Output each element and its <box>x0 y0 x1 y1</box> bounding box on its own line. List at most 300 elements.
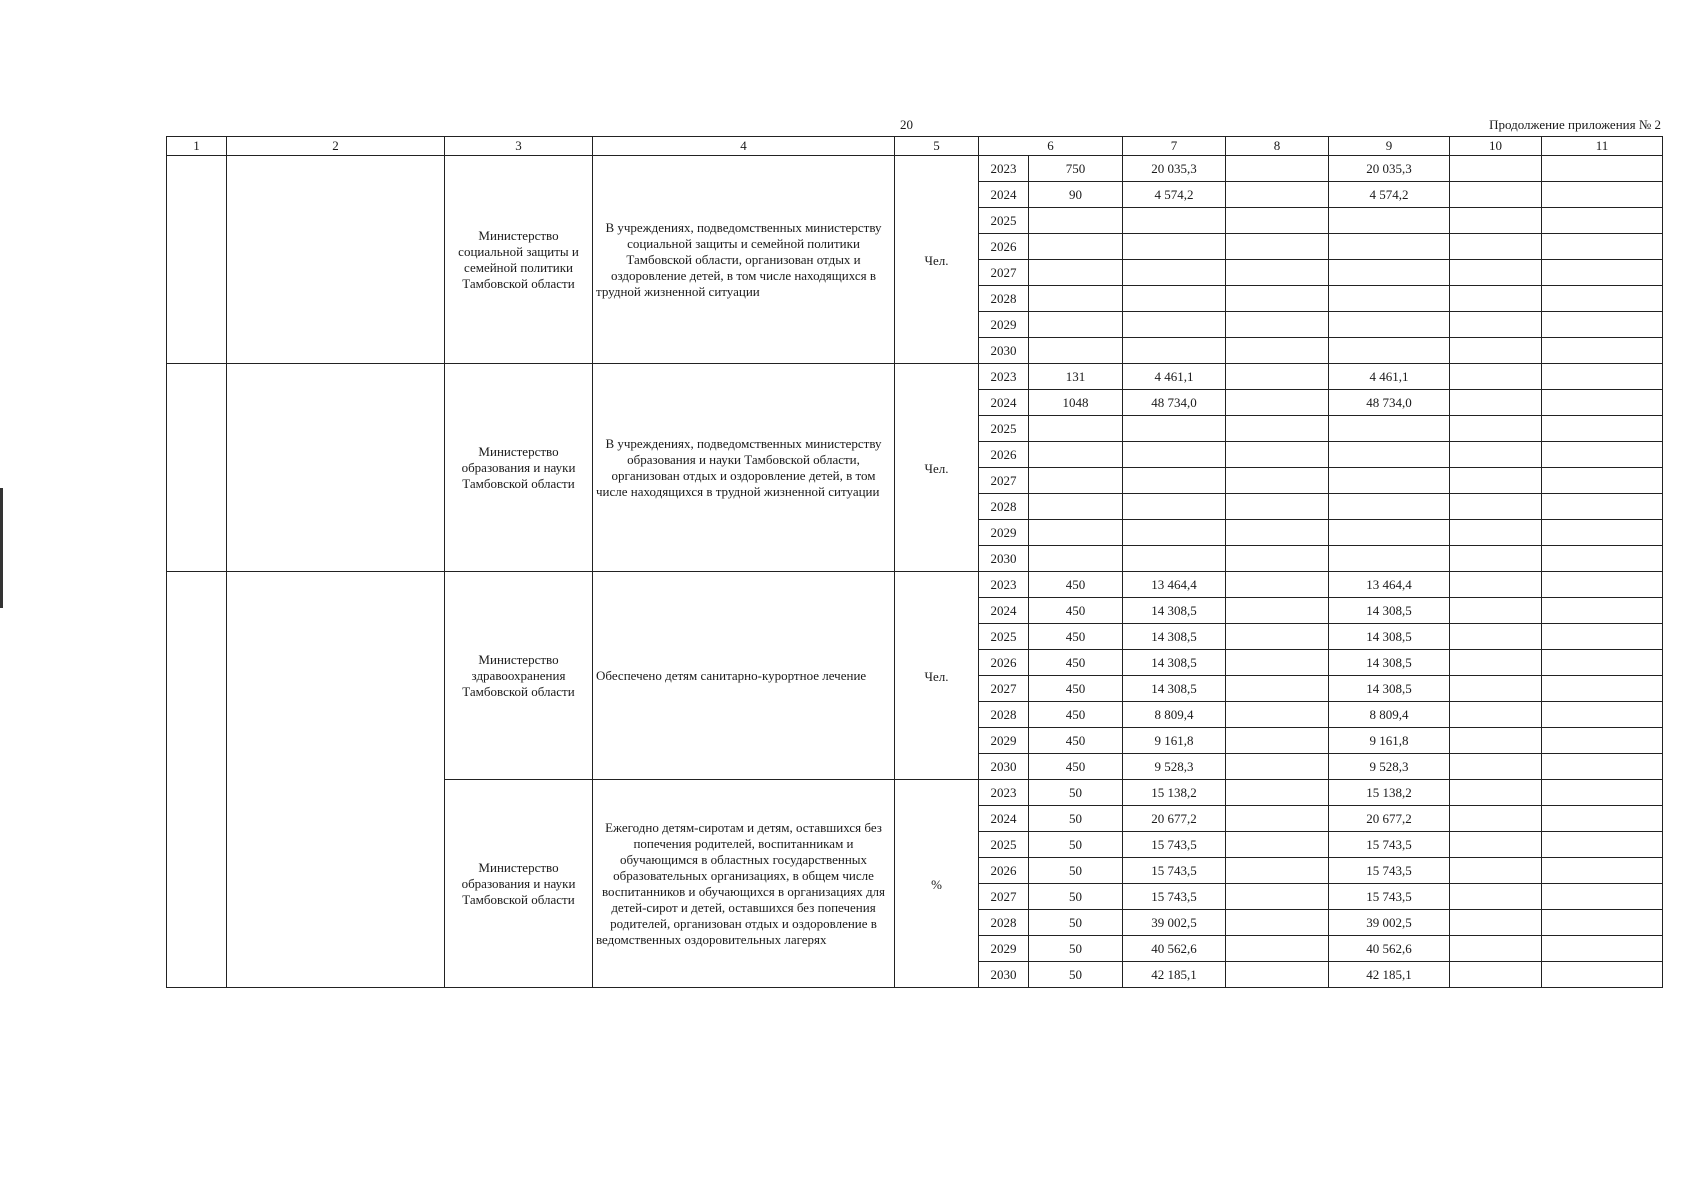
col11-cell <box>1542 962 1663 988</box>
regional-budget-cell <box>1329 520 1450 546</box>
col8-cell <box>1226 520 1329 546</box>
col8-cell <box>1226 182 1329 208</box>
col11-cell <box>1542 468 1663 494</box>
indicator-value-cell: 50 <box>1029 910 1123 936</box>
col11-cell <box>1542 546 1663 572</box>
total-funding-value: 15 743,5 <box>1151 888 1197 904</box>
year-cell: 2030 <box>979 546 1029 572</box>
indicator-value-cell: 450 <box>1029 650 1123 676</box>
year-cell: 2030 <box>979 754 1029 780</box>
table-row <box>167 364 1663 390</box>
col11-cell <box>1542 832 1663 858</box>
col8-cell <box>1226 364 1329 390</box>
year-cell: 2026 <box>979 650 1029 676</box>
col8-cell <box>1226 286 1329 312</box>
total-funding-value: 15 138,2 <box>1151 784 1197 800</box>
col11-cell <box>1542 286 1663 312</box>
total-funding-value: 14 308,5 <box>1151 680 1197 696</box>
total-funding-cell <box>1123 364 1226 390</box>
regional-budget-cell <box>1329 442 1450 468</box>
col11-cell <box>1542 858 1663 884</box>
col11-cell <box>1542 624 1663 650</box>
year-cell: 2030 <box>979 338 1029 364</box>
page-number: 20 <box>900 117 913 132</box>
regional-budget-cell <box>1329 962 1450 988</box>
col10-cell <box>1450 858 1542 884</box>
col10-cell <box>1450 468 1542 494</box>
col8-cell <box>1226 806 1329 832</box>
total-funding-cell <box>1123 728 1226 754</box>
col8-cell <box>1226 390 1329 416</box>
column-number-row <box>167 137 1663 156</box>
col11-cell <box>1542 702 1663 728</box>
year-cell: 2029 <box>979 312 1029 338</box>
total-funding-cell <box>1123 806 1226 832</box>
col8-cell <box>1226 624 1329 650</box>
year-cell: 2030 <box>979 962 1029 988</box>
regional-budget-cell <box>1329 702 1450 728</box>
col11-cell <box>1542 416 1663 442</box>
regional-budget-value: 15 743,5 <box>1366 888 1412 904</box>
regional-budget-cell <box>1329 858 1450 884</box>
year-cell: 2024 <box>979 390 1029 416</box>
total-funding-value: 9 161,8 <box>1154 732 1194 748</box>
col8-cell <box>1226 936 1329 962</box>
regional-budget-value: 13 464,4 <box>1366 576 1412 592</box>
total-funding-value: 15 743,5 <box>1151 836 1197 852</box>
col11-cell <box>1542 182 1663 208</box>
total-funding-cell <box>1123 650 1226 676</box>
unit-cell: Чел. <box>895 572 979 780</box>
total-funding-value: 9 528,3 <box>1154 758 1194 774</box>
indicator-value-cell <box>1029 416 1123 442</box>
regional-budget-cell <box>1329 728 1450 754</box>
col8-cell <box>1226 676 1329 702</box>
col10-cell <box>1450 364 1542 390</box>
column-header: 8 <box>1226 137 1329 156</box>
regional-budget-cell <box>1329 390 1450 416</box>
col8-cell <box>1226 494 1329 520</box>
total-funding-value: 15 743,5 <box>1151 862 1197 878</box>
indicator-value-cell: 450 <box>1029 624 1123 650</box>
regional-budget-value: 15 138,2 <box>1366 784 1412 800</box>
col10-cell <box>1450 390 1542 416</box>
description-cell: В учреждениях, подведомственных министерству социальной защиты и семейной политики Тамбовской области, организован отдых и оздоровление детей, в том числе находящихся в трудной жизненной ситуации <box>593 156 895 364</box>
regional-budget-cell <box>1329 156 1450 182</box>
total-funding-value: 8 809,4 <box>1154 706 1194 722</box>
col2-cell <box>227 156 445 364</box>
total-funding-cell <box>1123 676 1226 702</box>
col8-cell <box>1226 884 1329 910</box>
col11-cell <box>1542 156 1663 182</box>
col8-cell <box>1226 650 1329 676</box>
col10-cell <box>1450 624 1542 650</box>
col10-cell <box>1450 338 1542 364</box>
column-header: 3 <box>445 137 593 156</box>
column-header: 7 <box>1123 137 1226 156</box>
regional-budget-cell <box>1329 286 1450 312</box>
total-funding-value: 4 574,2 <box>1154 186 1194 202</box>
col11-cell <box>1542 364 1663 390</box>
col8-cell <box>1226 598 1329 624</box>
col8-cell <box>1226 442 1329 468</box>
total-funding-value: 42 185,1 <box>1151 966 1197 982</box>
indicator-value-cell <box>1029 546 1123 572</box>
col8-cell <box>1226 260 1329 286</box>
total-funding-cell <box>1123 624 1226 650</box>
col10-cell <box>1450 208 1542 234</box>
col10-cell <box>1450 676 1542 702</box>
col10-cell <box>1450 702 1542 728</box>
col1-cell <box>167 156 227 364</box>
year-cell: 2023 <box>979 572 1029 598</box>
col11-cell <box>1542 598 1663 624</box>
total-funding-cell <box>1123 312 1226 338</box>
regional-budget-value: 8 809,4 <box>1369 706 1409 722</box>
regional-budget-cell <box>1329 936 1450 962</box>
regional-budget-value: 20 035,3 <box>1366 160 1412 176</box>
indicator-value-cell <box>1029 208 1123 234</box>
col10-cell <box>1450 754 1542 780</box>
col11-cell <box>1542 338 1663 364</box>
col10-cell <box>1450 806 1542 832</box>
indicator-value-cell: 450 <box>1029 572 1123 598</box>
indicator-value-cell: 50 <box>1029 832 1123 858</box>
total-funding-cell <box>1123 468 1226 494</box>
column-header: 6 <box>979 137 1123 156</box>
column-header: 11 <box>1542 137 1663 156</box>
indicator-value-cell: 1048 <box>1029 390 1123 416</box>
total-funding-cell <box>1123 208 1226 234</box>
regional-budget-value: 14 308,5 <box>1366 602 1412 618</box>
year-cell: 2025 <box>979 416 1029 442</box>
organization-cell: Министерство образования и науки Тамбовской области <box>445 364 593 572</box>
indicator-value-cell: 750 <box>1029 156 1123 182</box>
regional-budget-cell <box>1329 338 1450 364</box>
col10-cell <box>1450 962 1542 988</box>
table-row <box>167 156 1663 182</box>
year-cell: 2029 <box>979 936 1029 962</box>
regional-budget-cell <box>1329 260 1450 286</box>
regional-budget-cell <box>1329 650 1450 676</box>
col11-cell <box>1542 520 1663 546</box>
col11-cell <box>1542 780 1663 806</box>
column-header: 2 <box>227 137 445 156</box>
total-funding-value: 4 461,1 <box>1154 368 1194 384</box>
col11-cell <box>1542 884 1663 910</box>
total-funding-cell <box>1123 520 1226 546</box>
col8-cell <box>1226 962 1329 988</box>
col11-cell <box>1542 494 1663 520</box>
col8-cell <box>1226 780 1329 806</box>
year-cell: 2026 <box>979 442 1029 468</box>
indicator-value-cell: 450 <box>1029 702 1123 728</box>
regional-budget-value: 40 562,6 <box>1366 940 1412 956</box>
col8-cell <box>1226 858 1329 884</box>
indicator-value-cell <box>1029 494 1123 520</box>
regional-budget-value: 20 677,2 <box>1366 810 1412 826</box>
column-header: 4 <box>593 137 895 156</box>
indicator-value-cell: 50 <box>1029 962 1123 988</box>
total-funding-cell <box>1123 884 1226 910</box>
regional-budget-value: 15 743,5 <box>1366 836 1412 852</box>
total-funding-cell <box>1123 702 1226 728</box>
col2-cell <box>227 572 445 988</box>
regional-budget-cell <box>1329 234 1450 260</box>
col10-cell <box>1450 936 1542 962</box>
year-cell: 2028 <box>979 910 1029 936</box>
total-funding-cell <box>1123 260 1226 286</box>
year-cell: 2027 <box>979 468 1029 494</box>
col11-cell <box>1542 208 1663 234</box>
regional-budget-value: 42 185,1 <box>1366 966 1412 982</box>
col8-cell <box>1226 156 1329 182</box>
indicator-value-cell: 450 <box>1029 676 1123 702</box>
col1-cell <box>167 572 227 988</box>
regional-budget-cell <box>1329 832 1450 858</box>
col10-cell <box>1450 728 1542 754</box>
total-funding-cell <box>1123 858 1226 884</box>
year-cell: 2023 <box>979 156 1029 182</box>
col2-cell <box>227 364 445 572</box>
col11-cell <box>1542 312 1663 338</box>
regional-budget-value: 15 743,5 <box>1366 862 1412 878</box>
col8-cell <box>1226 728 1329 754</box>
col10-cell <box>1450 416 1542 442</box>
year-cell: 2023 <box>979 780 1029 806</box>
regional-budget-cell <box>1329 416 1450 442</box>
year-cell: 2028 <box>979 702 1029 728</box>
col11-cell <box>1542 650 1663 676</box>
regional-budget-cell <box>1329 494 1450 520</box>
regional-budget-cell <box>1329 780 1450 806</box>
total-funding-cell <box>1123 910 1226 936</box>
col10-cell <box>1450 520 1542 546</box>
col10-cell <box>1450 234 1542 260</box>
col11-cell <box>1542 442 1663 468</box>
col8-cell <box>1226 546 1329 572</box>
year-cell: 2029 <box>979 728 1029 754</box>
total-funding-value: 14 308,5 <box>1151 602 1197 618</box>
total-funding-cell <box>1123 416 1226 442</box>
indicator-value-cell: 131 <box>1029 364 1123 390</box>
description-cell: Ежегодно детям-сиротам и детям, оставшихся без попечения родителей, воспитанникам и обучающимся в областных государственных образовательных организациях, в общем числе воспитанников и обучающихся в организациях для детей-сирот и детей, оставшихся без попечения родителей, организован отдых и оздоровление в ведомственных оздоровительных лагерях <box>593 780 895 988</box>
indicator-value-cell <box>1029 234 1123 260</box>
col8-cell <box>1226 416 1329 442</box>
regional-budget-value: 14 308,5 <box>1366 654 1412 670</box>
col8-cell <box>1226 234 1329 260</box>
column-header: 1 <box>167 137 227 156</box>
total-funding-value: 20 677,2 <box>1151 810 1197 826</box>
indicator-value-cell: 450 <box>1029 754 1123 780</box>
col11-cell <box>1542 806 1663 832</box>
col8-cell <box>1226 208 1329 234</box>
total-funding-value: 14 308,5 <box>1151 654 1197 670</box>
year-cell: 2027 <box>979 676 1029 702</box>
scan-edge-mark <box>0 488 3 608</box>
regional-budget-cell <box>1329 676 1450 702</box>
indicator-value-cell: 50 <box>1029 936 1123 962</box>
total-funding-cell <box>1123 962 1226 988</box>
col10-cell <box>1450 312 1542 338</box>
column-header: 9 <box>1329 137 1450 156</box>
total-funding-cell <box>1123 572 1226 598</box>
regional-budget-cell <box>1329 572 1450 598</box>
indicator-value-cell: 90 <box>1029 182 1123 208</box>
year-cell: 2026 <box>979 234 1029 260</box>
total-funding-cell <box>1123 754 1226 780</box>
regional-budget-cell <box>1329 806 1450 832</box>
regional-budget-cell <box>1329 624 1450 650</box>
total-funding-value: 14 308,5 <box>1151 628 1197 644</box>
column-header: 10 <box>1450 137 1542 156</box>
col8-cell <box>1226 702 1329 728</box>
total-funding-cell <box>1123 182 1226 208</box>
table-row <box>167 572 1663 598</box>
year-cell: 2023 <box>979 364 1029 390</box>
year-cell: 2024 <box>979 182 1029 208</box>
total-funding-cell <box>1123 156 1226 182</box>
year-cell: 2028 <box>979 286 1029 312</box>
indicator-value-cell: 450 <box>1029 728 1123 754</box>
year-cell: 2026 <box>979 858 1029 884</box>
indicator-value-cell: 450 <box>1029 598 1123 624</box>
total-funding-value: 20 035,3 <box>1151 160 1197 176</box>
total-funding-cell <box>1123 494 1226 520</box>
total-funding-value: 13 464,4 <box>1151 576 1197 592</box>
regional-budget-cell <box>1329 208 1450 234</box>
total-funding-cell <box>1123 390 1226 416</box>
year-cell: 2029 <box>979 520 1029 546</box>
year-cell: 2024 <box>979 598 1029 624</box>
col11-cell <box>1542 936 1663 962</box>
regional-budget-value: 14 308,5 <box>1366 628 1412 644</box>
year-cell: 2025 <box>979 208 1029 234</box>
col10-cell <box>1450 572 1542 598</box>
total-funding-cell <box>1123 286 1226 312</box>
regional-budget-value: 4 461,1 <box>1369 368 1409 384</box>
col10-cell <box>1450 156 1542 182</box>
table-body <box>167 137 1663 988</box>
total-funding-cell <box>1123 338 1226 364</box>
year-cell: 2025 <box>979 624 1029 650</box>
organization-cell: Министерство образования и науки Тамбовской области <box>445 780 593 988</box>
regional-budget-value: 14 308,5 <box>1366 680 1412 696</box>
col8-cell <box>1226 754 1329 780</box>
regional-budget-cell <box>1329 910 1450 936</box>
indicator-value-cell <box>1029 338 1123 364</box>
regional-budget-cell <box>1329 754 1450 780</box>
total-funding-cell <box>1123 598 1226 624</box>
col10-cell <box>1450 910 1542 936</box>
col8-cell <box>1226 468 1329 494</box>
col11-cell <box>1542 234 1663 260</box>
indicator-value-cell <box>1029 286 1123 312</box>
regional-budget-cell <box>1329 364 1450 390</box>
total-funding-cell <box>1123 442 1226 468</box>
total-funding-value: 40 562,6 <box>1151 940 1197 956</box>
indicator-value-cell: 50 <box>1029 884 1123 910</box>
col10-cell <box>1450 546 1542 572</box>
col8-cell <box>1226 312 1329 338</box>
year-cell: 2027 <box>979 260 1029 286</box>
year-cell: 2027 <box>979 884 1029 910</box>
col10-cell <box>1450 650 1542 676</box>
indicator-value-cell: 50 <box>1029 780 1123 806</box>
regional-budget-value: 48 734,0 <box>1366 394 1412 410</box>
indicator-value-cell <box>1029 312 1123 338</box>
col11-cell <box>1542 572 1663 598</box>
col11-cell <box>1542 754 1663 780</box>
indicator-value-cell <box>1029 468 1123 494</box>
column-header: 5 <box>895 137 979 156</box>
appendix-continuation-label: Продолжение приложения № 2 <box>1489 117 1661 132</box>
year-cell: 2024 <box>979 806 1029 832</box>
col10-cell <box>1450 884 1542 910</box>
col10-cell <box>1450 494 1542 520</box>
year-cell: 2028 <box>979 494 1029 520</box>
col10-cell <box>1450 260 1542 286</box>
col10-cell <box>1450 598 1542 624</box>
col8-cell <box>1226 338 1329 364</box>
col8-cell <box>1226 572 1329 598</box>
year-cell: 2025 <box>979 832 1029 858</box>
col11-cell <box>1542 910 1663 936</box>
col8-cell <box>1226 910 1329 936</box>
col10-cell <box>1450 780 1542 806</box>
col11-cell <box>1542 390 1663 416</box>
unit-cell: Чел. <box>895 364 979 572</box>
total-funding-cell <box>1123 936 1226 962</box>
regional-budget-cell <box>1329 468 1450 494</box>
funding-table <box>166 136 1663 988</box>
description-cell: Обеспечено детям санитарно-курортное лечение <box>593 572 895 780</box>
total-funding-value: 39 002,5 <box>1151 914 1197 930</box>
col11-cell <box>1542 676 1663 702</box>
indicator-value-cell <box>1029 520 1123 546</box>
regional-budget-value: 4 574,2 <box>1369 186 1409 202</box>
indicator-value-cell <box>1029 260 1123 286</box>
unit-cell: Чел. <box>895 156 979 364</box>
total-funding-cell <box>1123 780 1226 806</box>
regional-budget-cell <box>1329 884 1450 910</box>
description-cell: В учреждениях, подведомственных министерству образования и науки Тамбовской области, организован отдых и оздоровление детей, в том числе находящихся в трудной жизненной ситуации <box>593 364 895 572</box>
organization-cell: Министерство социальной защиты и семейной политики Тамбовской области <box>445 156 593 364</box>
total-funding-value: 48 734,0 <box>1151 394 1197 410</box>
regional-budget-cell <box>1329 546 1450 572</box>
total-funding-cell <box>1123 546 1226 572</box>
col8-cell <box>1226 832 1329 858</box>
regional-budget-value: 9 528,3 <box>1369 758 1409 774</box>
col10-cell <box>1450 442 1542 468</box>
regional-budget-value: 39 002,5 <box>1366 914 1412 930</box>
col10-cell <box>1450 832 1542 858</box>
organization-cell: Министерство здравоохранения Тамбовской области <box>445 572 593 780</box>
indicator-value-cell <box>1029 442 1123 468</box>
col11-cell <box>1542 728 1663 754</box>
regional-budget-cell <box>1329 182 1450 208</box>
indicator-value-cell: 50 <box>1029 858 1123 884</box>
unit-cell: % <box>895 780 979 988</box>
regional-budget-value: 9 161,8 <box>1369 732 1409 748</box>
total-funding-cell <box>1123 832 1226 858</box>
indicator-value-cell: 50 <box>1029 806 1123 832</box>
col10-cell <box>1450 286 1542 312</box>
col10-cell <box>1450 182 1542 208</box>
regional-budget-cell <box>1329 598 1450 624</box>
col1-cell <box>167 364 227 572</box>
regional-budget-cell <box>1329 312 1450 338</box>
